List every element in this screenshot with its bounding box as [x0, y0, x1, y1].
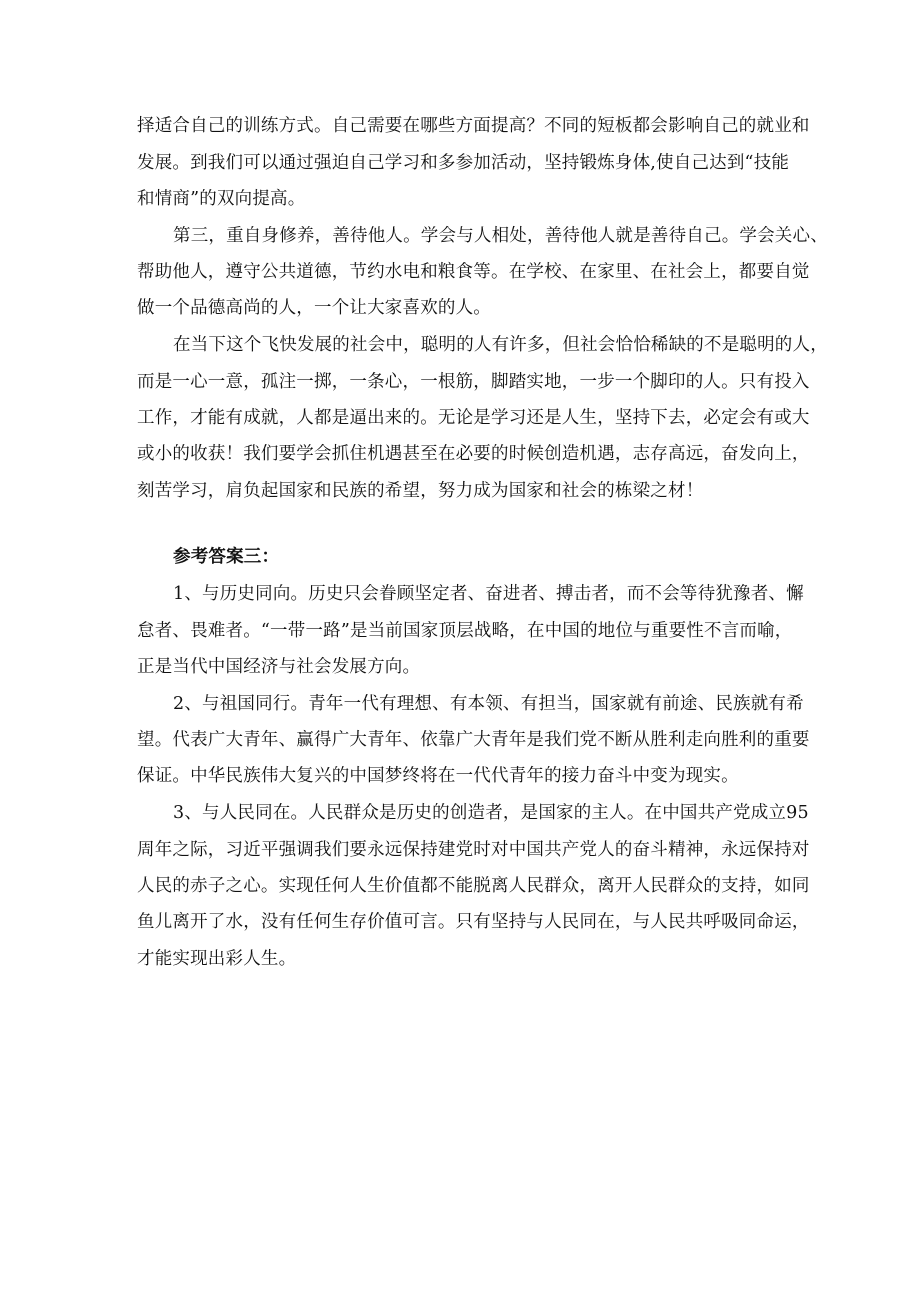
paragraph-line: 人民的赤子之心。实现任何人生价值都不能脱离人民群众，离开人民群众的支持，如同: [137, 876, 810, 896]
paragraph-line: 1、与历史同向。历史只会眷顾坚定者、奋进者、搏击者，而不会等待犹豫者、懈: [173, 584, 804, 604]
paragraph-line: 发展。到我们可以通过强迫自己学习和多参加活动，坚持锻炼身体,使自己达到“技能: [137, 153, 790, 173]
paragraph-line: 第三，重自身修养，善待他人。学会与人相处，善待他人就是善待自己。学会关心、: [173, 226, 828, 246]
paragraph-line: 周年之际，习近平强调我们要永远保持建党时对中国共产党人的奋斗精神，永远保持对: [137, 840, 810, 860]
paragraph-line: 工作，才能有成就，人都是逼出来的。无论是学习还是人生，坚持下去，必定会有或大: [137, 408, 810, 428]
paragraph-line: 望。代表广大青年、赢得广大青年、依靠广大青年是我们党不断从胜利走向胜利的重要: [137, 730, 810, 750]
paragraph-line: 择适合自己的训练方式。自己需要在哪些方面提高？不同的短板都会影响自己的就业和: [137, 116, 810, 136]
paragraph-line: 做一个品德高尚的人，一个让大家喜欢的人。: [137, 298, 491, 318]
paragraph-line: 2、与祖国同行。青年一代有理想、有本领、有担当，国家就有前途、民族就有希: [173, 694, 804, 714]
paragraph-line: 帮助他人，遵守公共道德，节约水电和粮食等。在学校、在家里、在社会上，都要自觉: [137, 262, 810, 282]
section-heading: 参考答案三：: [173, 547, 280, 567]
paragraph-line: 或小的收获！我们要学会抓住机遇甚至在必要的时候创造机遇，志存高远，奋发向上，: [137, 444, 810, 464]
paragraph-line: 3、与人民同在。人民群众是历史的创造者，是国家的主人。在中国共产党成立95: [173, 803, 809, 823]
paragraph-line: 在当下这个飞快发展的社会中，聪明的人有许多，但社会恰恰稀缺的不是聪明的人，: [173, 335, 828, 355]
paragraph-line: 和情商”的双向提高。: [137, 189, 306, 209]
paragraph-line: 怠者、畏难者。“一带一路”是当前国家顶层战略，在中国的地位与重要性不言而喻，: [137, 621, 793, 641]
paragraph-line: 而是一心一意，孤注一掷，一条心，一根筋，脚踏实地，一步一个脚印的人。只有投入: [137, 372, 810, 392]
paragraph-line: 正是当代中国经济与社会发展方向。: [137, 657, 421, 677]
paragraph-line: 刻苦学习，肩负起国家和民族的希望，努力成为国家和社会的栋梁之材！: [137, 481, 704, 501]
paragraph-line: 保证。中华民族伟大复兴的中国梦终将在一代代青年的接力奋斗中变为现实。: [137, 766, 739, 786]
paragraph-line: 才能实现出彩人生。: [137, 949, 297, 969]
paragraph-line: 鱼儿离开了水，没有任何生存价值可言。只有坚持与人民同在，与人民共呼吸同命运，: [137, 912, 810, 932]
